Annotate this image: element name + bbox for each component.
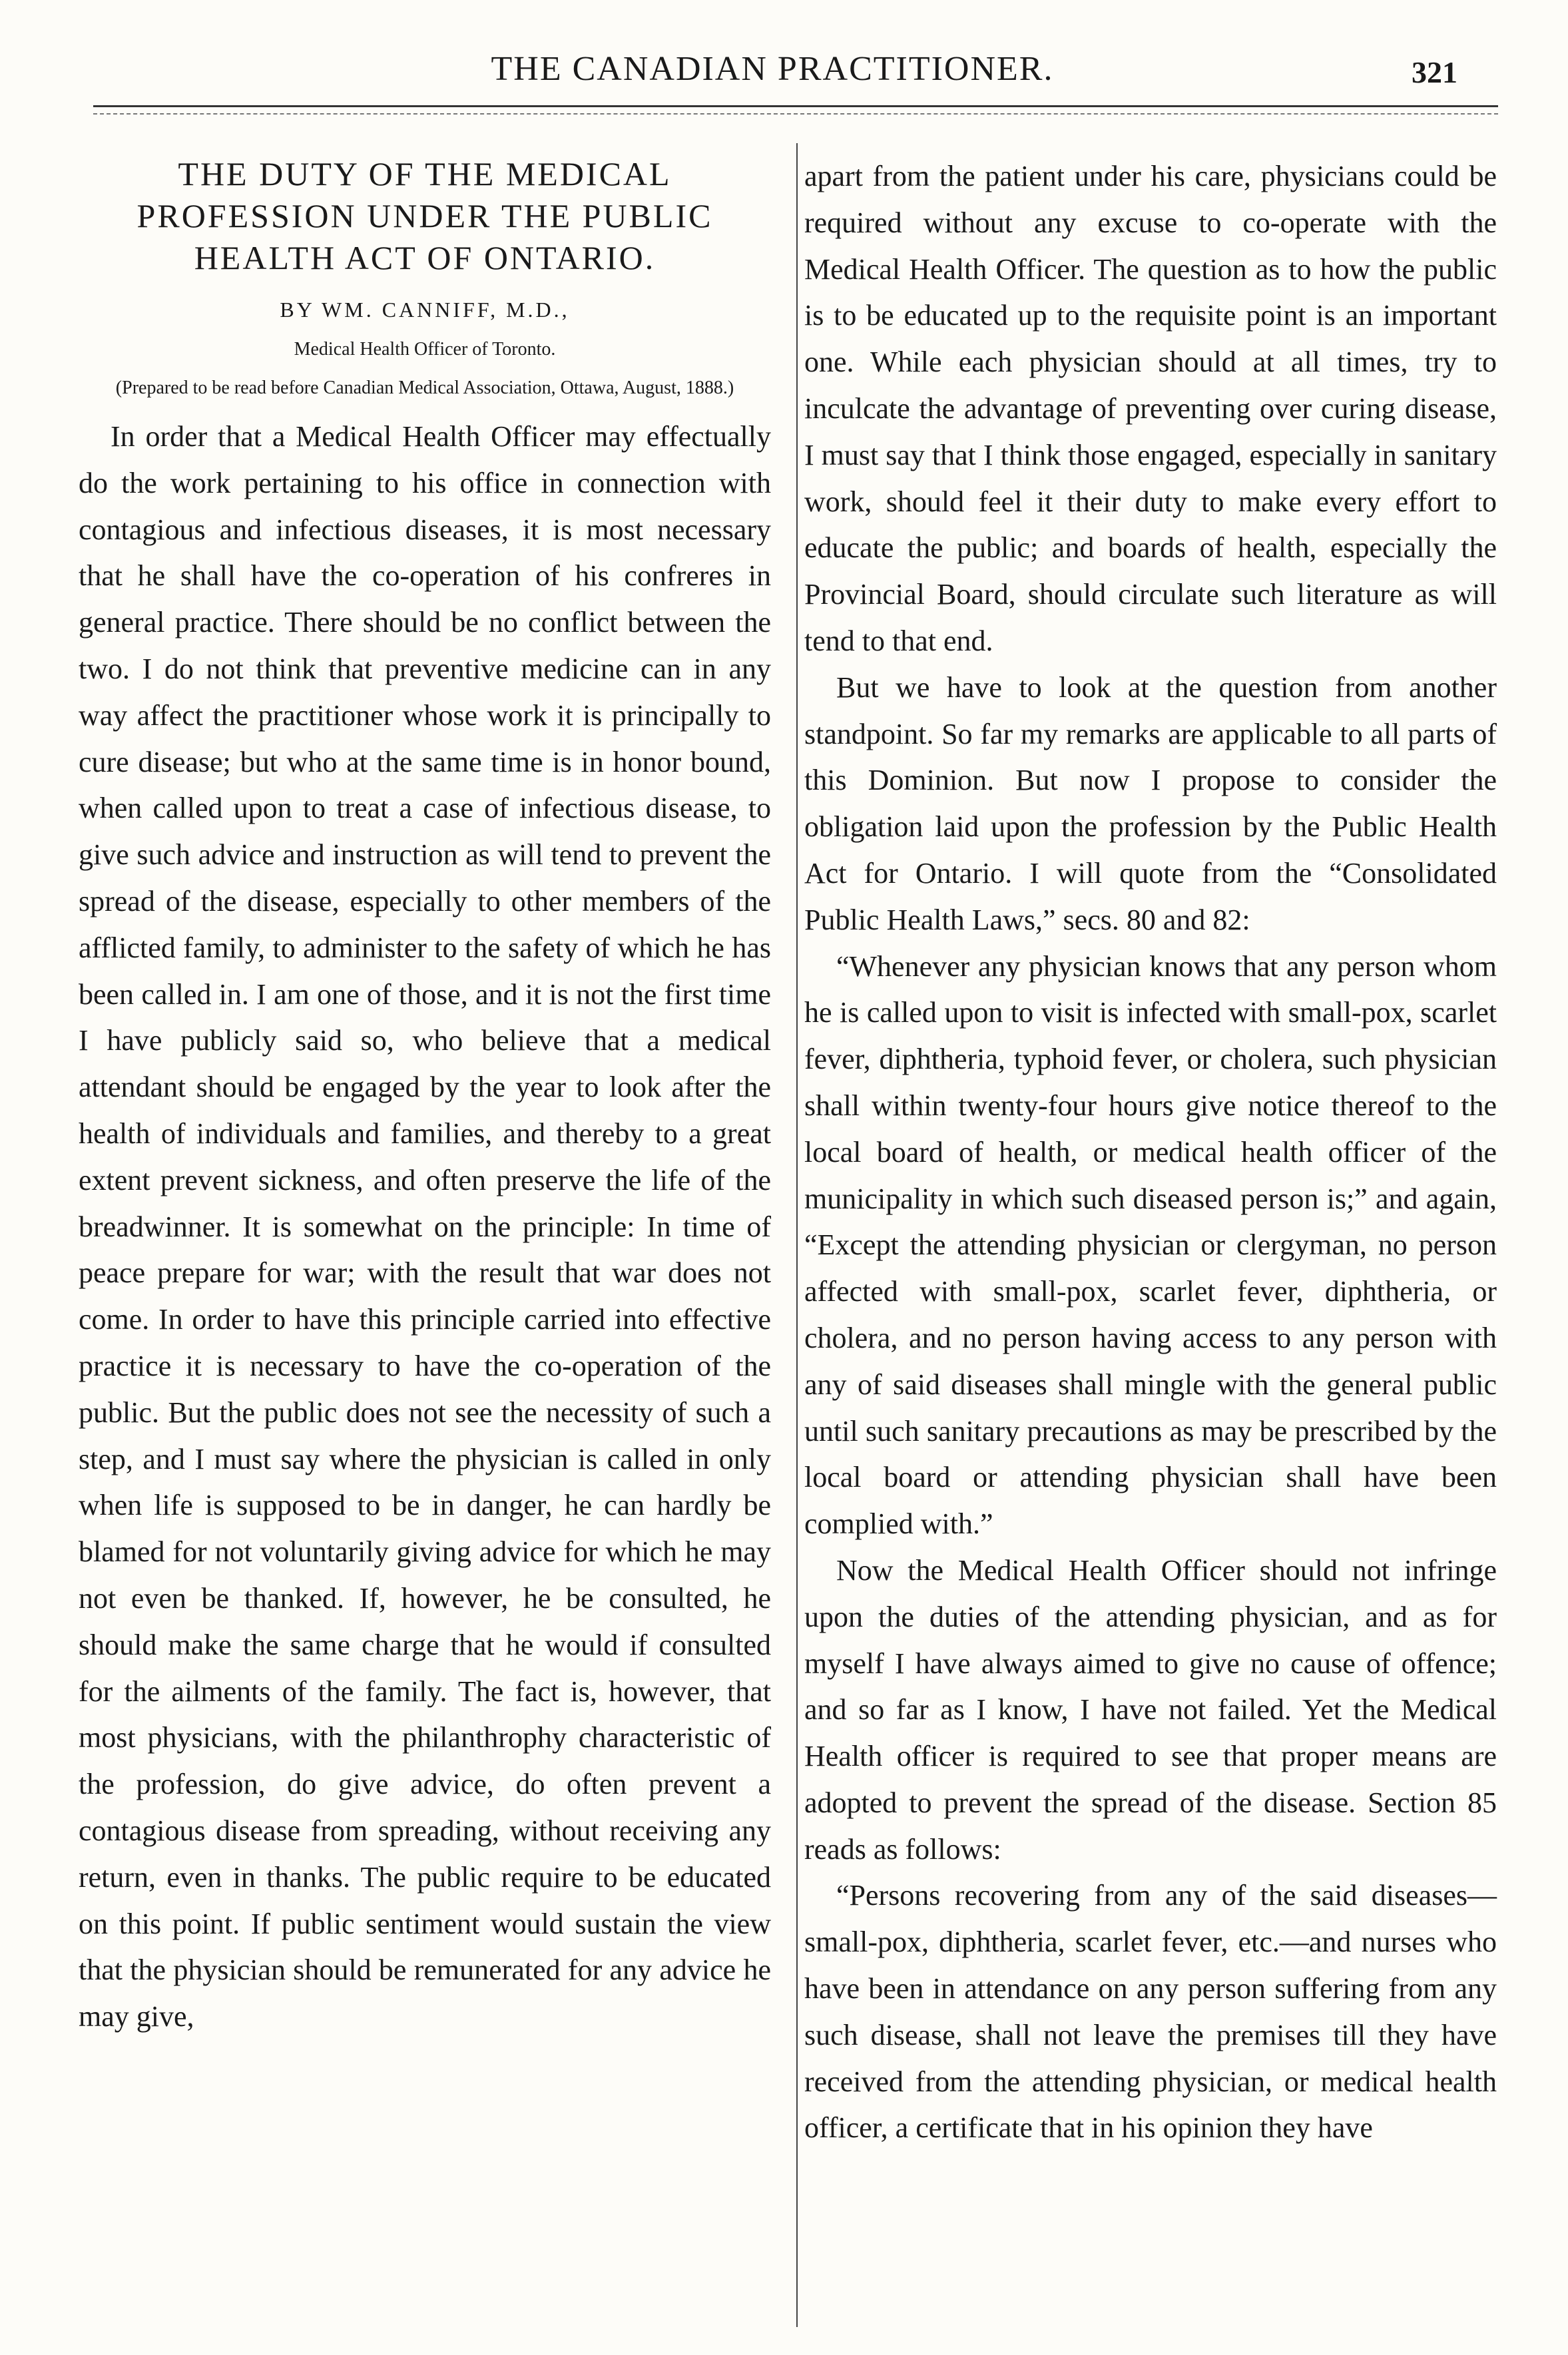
paragraph: But we have to look at the question from another standpoint. So far my remarks are applicable to all parts of this Dominion. But now I propose to consider the obligation laid upon the profession by the Public Health Act for Ontario. I will quote from the “Consolidated Public Health Laws,” secs. 80 and 82: bbox=[804, 670, 1497, 936]
article-byline: BY WM. CANNIFF, M.D., bbox=[280, 298, 570, 322]
column-divider bbox=[796, 143, 798, 2327]
running-head bbox=[0, 40, 1568, 100]
article-affiliation: Medical Health Officer of Toronto. bbox=[294, 339, 556, 360]
quotation-paragraph: “Whenever any physician knows that any person whom he is called upon to visit is infected with small-pox, scarlet fever, diphtheria, typhoid fever, or cholera, such physician shall within twenty-four hours give notice thereof to the local board of health, or medical health officer of the municipality in which such diseased person is;” and again, “Except the attending physician or clergyman, no person affected with small-pox, scarlet fever, diphtheria, or cholera, and no person having access to any person with any of said diseases shall mingle with the general public until such sanitary precautions as may be prescribed by the local board or attending physician shall have been complied with.” bbox=[804, 949, 1497, 1541]
article-note: (Prepared to be read before Canadian Medical Association, Ottawa, August, 1888.) bbox=[115, 378, 734, 398]
page-number: 321 bbox=[1412, 55, 1457, 89]
paragraph: Now the Medical Health Officer should not infringe upon the duties of the attending physician, and as for myself I have always aimed to give no cause of offence; and so far as I know, I have not failed. Yet the Medical Health officer is required to see that proper means are adopted to prevent the spread of the disease. Section 85 reads as follows: bbox=[804, 1553, 1497, 1866]
left-column bbox=[79, 153, 771, 2040]
quotation-paragraph: “Persons recovering from any of the said diseases—small-pox, diphtheria, scarlet fever, etc.—and nurses who have been in attendance on any person suffering from any such disease, shall not leave the premises till they have received from the attending physician, or medical health officer, a certificate that in his opinion they have bbox=[804, 1879, 1497, 2145]
paragraph: In order that a Medical Health Officer may effectually do the work pertaining to his office in connection with contagious and infectious diseases, it is most necessary that he shall have the co-operation of his confreres in general practice. There should be no conflict between the two. I do not think that preventive medicine can in any way affect the practitioner whose work it is principally to cure disease; but who at the same time is in honor bound, when called upon to treat a case of infectious disease, to give such advice and instruction as will tend to prevent the spread of the disease, especially to other members of the afflicted family, to administer to the safety of which he has been called in. I am one of those, and it is not the first time I have publicly said so, who believe that a medical attendant should be engaged by the year to look after the health of individuals and families, and thereby to a great extent prevent sickness, and often preserve the life of the breadwinner. It is somewhat on the principle: In time of peace prepare for war; with the result that war does not come. In order to have this principle carried into effective practice it is necessary to have the co-operation of the public. But the public does not see the necessity of such a step, and I must say where the physician is called in only when life is supposed to be in danger, he can hardly be blamed for not voluntarily giving advice for which he may not even be thanked. If, however, he be consulted, he should make the same charge that he would if consulted for the ailments of the family. The fact is, however, that most physicians, with the philanthrophy characteristic of the profession, do give advice, do often prevent a contagious disease from spreading, without receiving any return, even in thanks. The public require to be educated on this point. If public sentiment would sustain the view that the physician should be remunerated for any advice he may give, bbox=[79, 420, 771, 2033]
header-rule bbox=[93, 105, 1498, 107]
paragraph: apart from the patient under his care, physicians could be required without any excuse to co-operate with the Medical Health Officer. The question as to how the public is to be educated up to the requisite point is an important one. While each physician should at all times, try to inculcate the advantage of preventing over curing disease, I must say that I think those engaged, especially in sanitary work, should feel it their duty to make every effort to educate the public; and boards of health, especially the Provincial Board, should circulate such literature as will tend to that end. bbox=[804, 160, 1497, 657]
running-title: THE CANADIAN PRACTITIONER. bbox=[491, 50, 1054, 88]
right-column bbox=[804, 153, 1497, 2151]
article-title: THE DUTY OF THE MEDICAL PROFESSION UNDER THE PUBLIC HEALTH ACT OF ONTARIO. bbox=[136, 155, 713, 276]
header-rule-dashed bbox=[93, 113, 1498, 115]
